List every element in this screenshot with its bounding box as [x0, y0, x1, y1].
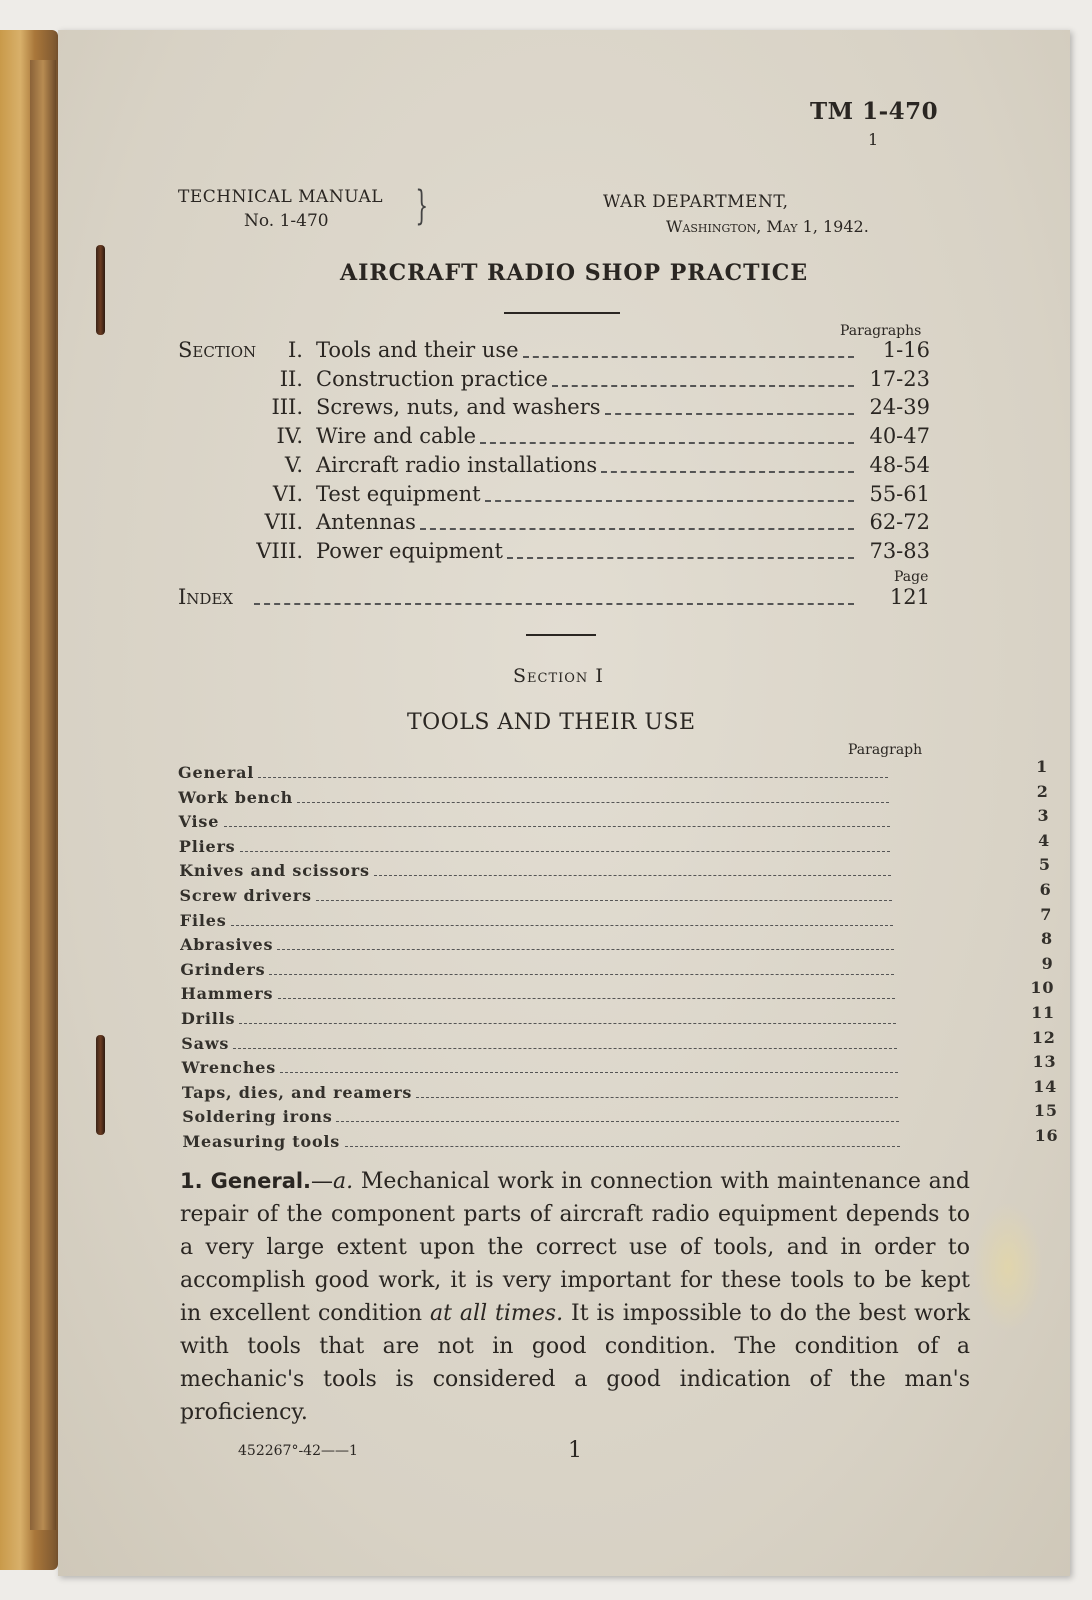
section-item-leader: [239, 1023, 896, 1024]
toc-section-row[interactable]: [58, 338, 930, 366]
section-item-label: Soldering irons: [182, 1107, 333, 1127]
toc-section-numeral: VIII.: [256, 539, 303, 563]
section-item-leader: [269, 974, 894, 975]
page-number: 1: [568, 1438, 582, 1463]
section-item-label: Screw drivers: [179, 886, 312, 905]
toc-section-label: Tools and their use: [316, 338, 519, 362]
section-item-number: 12: [1031, 1027, 1056, 1047]
manual-number: No. 1-470: [244, 211, 329, 231]
toc-leader: [523, 356, 854, 358]
section-item-number: 4: [1038, 830, 1051, 850]
toc-section-label: Test equipment: [316, 482, 481, 506]
section-item-number: 7: [1040, 904, 1053, 924]
toc-section-row[interactable]: [58, 395, 930, 423]
toc-section-numeral: VII.: [264, 510, 303, 534]
section-item-label: Hammers: [180, 984, 274, 1004]
section-item-label: Pliers: [178, 836, 236, 856]
toc-page-label: Page: [894, 569, 929, 585]
section-item-label: Wrenches: [181, 1058, 277, 1078]
section-item-leader: [416, 1097, 899, 1098]
section-item-row[interactable]: [178, 830, 1051, 856]
department-name: WAR DEPARTMENT,: [603, 192, 789, 212]
toc-leader: [254, 603, 854, 605]
section-item-number: 6: [1039, 880, 1052, 899]
toc-section-range: 48-54: [869, 453, 930, 477]
section-item-number: 8: [1040, 929, 1053, 949]
section-item-leader: [297, 802, 889, 803]
section-item-leader: [233, 1048, 897, 1049]
section-rule: [526, 634, 596, 636]
section-item-label: Saws: [181, 1033, 230, 1053]
toc-section-range: 55-61: [869, 482, 930, 506]
toc-leader: [480, 442, 854, 444]
toc-leader: [507, 557, 854, 559]
toc-section-numeral: III.: [271, 395, 303, 419]
section-item-row[interactable]: [178, 806, 1050, 832]
section-item-label: Vise: [178, 812, 220, 832]
toc-section-row[interactable]: [58, 367, 930, 395]
section-title: TOOLS AND THEIR USE: [407, 710, 696, 735]
toc-section-range: 17-23: [869, 367, 930, 391]
tm-page-number: 1: [868, 130, 879, 149]
section-item-row[interactable]: [179, 880, 1052, 905]
section-item-row[interactable]: [181, 1052, 1057, 1078]
toc-section-numeral: II.: [279, 367, 303, 391]
toc-index-page: 121: [889, 585, 930, 609]
toc-leader: [552, 385, 854, 387]
toc-section-numeral: VI.: [272, 482, 303, 506]
adjacent-page-edge: [0, 30, 58, 1570]
paragraph-text-b: It is impossible to do the best work with tools that are not in good condition. The condition of a mechanic's tools is considered a good indication of the man's proficiency.: [180, 1301, 970, 1425]
section-item-leader: [224, 826, 890, 827]
section-item-leader: [280, 1072, 898, 1073]
paragraph-lead: 1. General.: [180, 1169, 312, 1193]
toc-leader: [605, 413, 854, 415]
section-item-row[interactable]: [178, 781, 1049, 807]
toc-section-prefix: Section: [178, 338, 257, 362]
section-item-number: 9: [1041, 953, 1054, 973]
section-item-row[interactable]: [181, 1076, 1058, 1102]
toc-section-label: Aircraft radio installations: [316, 453, 598, 477]
toc-index-row[interactable]: [58, 585, 930, 613]
section-item-row[interactable]: [180, 953, 1054, 979]
section-item-row[interactable]: [180, 978, 1055, 1004]
manual-label: TECHNICAL MANUAL: [178, 187, 384, 207]
toc-section-label: Screws, nuts, and washers: [316, 395, 601, 419]
section-item-leader: [345, 1146, 901, 1147]
document-title: AIRCRAFT RADIO SHOP PRACTICE: [340, 260, 809, 286]
section-item-number: 13: [1032, 1052, 1057, 1072]
print-code: 452267°-42——1: [238, 1443, 358, 1459]
toc-index-label: Index: [178, 585, 234, 609]
section-item-leader: [240, 851, 891, 852]
section-item-label: Grinders: [180, 959, 266, 979]
tm-number: TM 1-470: [810, 98, 939, 125]
section-item-row[interactable]: [181, 1003, 1055, 1028]
toc-section-numeral: I.: [288, 338, 303, 362]
toc-section-range: 24-39: [869, 395, 930, 419]
section-item-label: Knives and scissors: [179, 861, 370, 881]
toc-section-label: Construction practice: [316, 367, 548, 391]
paragraph-dash: —: [311, 1169, 334, 1194]
section-item-leader: [277, 949, 894, 950]
section-item-number: 16: [1034, 1126, 1059, 1145]
toc-section-numeral: IV.: [276, 424, 303, 448]
section-item-leader: [278, 998, 896, 999]
section-item-leader: [258, 777, 888, 778]
paragraph-1: [180, 1165, 970, 1429]
toc-section-label: Power equipment: [316, 539, 503, 563]
toc-section-range: 1-16: [882, 338, 930, 362]
toc-section-range: 62-72: [869, 510, 930, 534]
section-item-number: 10: [1030, 978, 1055, 998]
section-item-label: Taps, dies, and reamers: [181, 1082, 413, 1102]
toc-section-label: Wire and cable: [316, 424, 477, 448]
section-item-row[interactable]: [182, 1101, 1058, 1127]
section-item-number: 14: [1033, 1076, 1058, 1096]
toc-leader: [420, 528, 854, 530]
section-item-label: Drills: [181, 1009, 236, 1028]
toc-section-numeral: V.: [284, 453, 303, 477]
section-item-row[interactable]: [179, 904, 1053, 930]
section-item-number: 3: [1037, 806, 1050, 826]
toc-section-row[interactable]: [58, 482, 930, 510]
staple-top: [96, 245, 105, 335]
staple-bottom: [96, 1035, 105, 1135]
section-item-label: Abrasives: [180, 935, 274, 955]
toc-section-label: Antennas: [316, 510, 416, 534]
section-item-label: Measuring tools: [182, 1132, 341, 1151]
toc-leader: [601, 471, 854, 473]
section-item-number: 11: [1031, 1003, 1055, 1022]
section-item-row[interactable]: [181, 1027, 1056, 1053]
toc-section-row[interactable]: [58, 424, 930, 452]
section-item-row[interactable]: [180, 929, 1053, 955]
toc-section-range: 73-83: [869, 539, 930, 563]
toc-section-row[interactable]: [58, 453, 930, 481]
section-item-row[interactable]: [178, 757, 1048, 782]
section-item-number: 15: [1033, 1101, 1058, 1121]
section-item-row[interactable]: [182, 1126, 1059, 1151]
section-item-leader: [374, 875, 891, 876]
toc-section-range: 40-47: [869, 424, 930, 448]
paragraph-subletter: a.: [333, 1169, 354, 1194]
section-item-number: 5: [1038, 855, 1051, 875]
brace-mark: }: [415, 183, 429, 229]
page-stain: [973, 1202, 1043, 1332]
title-rule: [504, 312, 620, 314]
binding-spine: [30, 60, 56, 1530]
section-item-number: 1: [1036, 757, 1048, 776]
section-item-leader: [336, 1121, 899, 1122]
toc-section-row[interactable]: [58, 539, 930, 567]
toc-paragraphs-label: Paragraphs: [840, 323, 922, 339]
section-item-leader: [231, 925, 893, 926]
section-item-number: 2: [1036, 781, 1049, 801]
section-item-label: Files: [179, 910, 227, 930]
paragraph-text-a: Mechanical work in connection with maintenance and repair of the component parts of aircraft radio equipment depends to a very large extent upon the correct use of tools, and in order to accomplish good work, it is very important for these tools to be kept in excellent condition: [180, 1169, 971, 1326]
section-item-row[interactable]: [179, 855, 1051, 881]
section-item-label: Work bench: [178, 787, 294, 807]
section-heading: Section I: [513, 665, 604, 687]
department-date: Washington, May 1, 1942.: [666, 217, 869, 236]
toc-section-row[interactable]: [58, 510, 930, 538]
section-item-leader: [316, 900, 893, 901]
document-page: [58, 30, 1070, 1576]
paragraph-emphasis: at all times.: [430, 1301, 564, 1326]
section-paragraph-label: Paragraph: [848, 742, 923, 758]
section-item-label: General: [178, 763, 255, 782]
toc-leader: [485, 500, 854, 502]
